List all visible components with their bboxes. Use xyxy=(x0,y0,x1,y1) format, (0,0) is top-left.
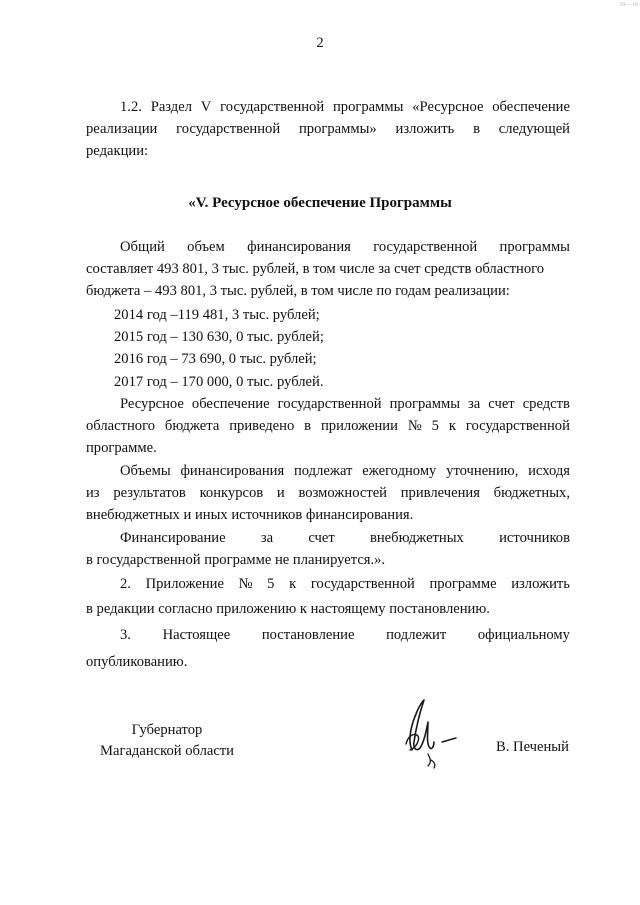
word: Объемы xyxy=(120,463,171,479)
word: Раздел xyxy=(150,99,192,115)
page-number: 2 xyxy=(316,35,324,51)
word: Общий xyxy=(120,239,165,255)
word: 3. xyxy=(120,627,131,643)
word: Ресурсное xyxy=(120,396,184,412)
word: Настоящее xyxy=(162,627,231,643)
word: областного xyxy=(86,418,155,434)
paragraph-total-funding xyxy=(86,236,570,302)
word: изложить xyxy=(395,121,455,137)
word: 1.2. xyxy=(120,99,142,115)
word: к xyxy=(289,576,297,592)
word: результатов xyxy=(113,485,186,501)
paragraph-line: в государственной программе не планируется.». xyxy=(86,552,386,568)
word: привлечения xyxy=(400,485,480,501)
word: счет xyxy=(308,530,335,546)
word: за xyxy=(260,530,274,546)
paragraph-line xyxy=(86,118,570,140)
word: государственной xyxy=(277,396,382,412)
word: финансирования xyxy=(180,463,285,479)
word: за xyxy=(468,396,481,412)
word: приложении xyxy=(320,418,398,434)
word: Приложение xyxy=(145,576,224,592)
word: из xyxy=(86,485,100,501)
word: V xyxy=(200,99,212,115)
word: следующей xyxy=(498,121,570,137)
word: внебюджетных xyxy=(369,530,464,546)
paragraph-extra-budgetary xyxy=(86,527,570,571)
paragraph-line: в редакции согласно приложению к настоящему постановлению. xyxy=(86,601,490,617)
word: программе xyxy=(429,576,497,592)
word: финансирования xyxy=(247,239,351,255)
paragraph-line xyxy=(86,482,570,504)
word: государственной xyxy=(220,99,325,115)
word: государственной xyxy=(465,418,570,434)
year-2017: 2017 год – 170 000, 0 тыс. рублей. xyxy=(114,374,324,390)
paragraph-line xyxy=(86,573,570,595)
word: государственной xyxy=(310,576,415,592)
signatory-title-line: Магаданской области xyxy=(100,743,234,759)
word: Финансирование xyxy=(120,530,226,546)
word: программы xyxy=(332,99,404,115)
word: программы xyxy=(389,396,461,412)
word: ежегодному xyxy=(362,463,437,479)
paragraph-line xyxy=(86,236,570,258)
word: реализации xyxy=(86,121,158,137)
year-2016: 2016 год – 73 690, 0 тыс. рублей; xyxy=(114,351,317,367)
word: 5 xyxy=(267,576,275,592)
section-heading: «V. Ресурсное обеспечение Программы xyxy=(188,195,452,211)
word: возможностей xyxy=(298,485,387,501)
word: конкурсов xyxy=(199,485,264,501)
year-2015: 2015 год – 130 630, 0 тыс. рублей; xyxy=(114,329,324,345)
handwritten-signature xyxy=(398,692,468,772)
paragraph-line xyxy=(86,96,570,118)
word: средств xyxy=(522,396,570,412)
word: бюджета xyxy=(164,418,220,434)
paragraph-line: внебюджетных и иных источников финансирования. xyxy=(86,507,414,523)
word: 2. xyxy=(120,576,131,592)
word: бюджетных, xyxy=(493,485,570,501)
word: объем xyxy=(187,239,225,255)
word: «Ресурсное xyxy=(412,99,484,115)
word: постановление xyxy=(261,627,355,643)
signatory-title-line: Губернатор xyxy=(131,722,203,738)
word: обеспечение xyxy=(191,396,270,412)
paragraph-volumes xyxy=(86,460,570,526)
word: подлежит xyxy=(386,627,447,643)
word: в xyxy=(473,121,480,137)
word: к xyxy=(448,418,456,434)
signatory-name: В. Печеный xyxy=(496,739,569,755)
word: 5 xyxy=(431,418,439,434)
word: изложить xyxy=(511,576,570,592)
paragraph-item-2 xyxy=(86,573,570,620)
paragraph-line: бюджета – 493 801, 3 тыс. рублей, в том числе по годам реализации: xyxy=(86,283,510,299)
paragraph-item-1-2 xyxy=(86,96,570,162)
paragraph-line xyxy=(86,415,570,437)
year-2014: 2014 год –119 481, 3 тыс. рублей; xyxy=(114,307,320,323)
paragraph-line: редакции: xyxy=(86,143,149,159)
word: источников xyxy=(499,530,570,546)
word: программы» xyxy=(298,121,377,137)
word: в xyxy=(304,418,312,434)
paragraph-line xyxy=(86,624,570,646)
word: счет xyxy=(488,396,515,412)
word: № xyxy=(407,418,422,434)
paragraph-line xyxy=(86,460,570,482)
word: и xyxy=(276,485,285,501)
word: обеспечение xyxy=(492,99,570,115)
word: программы xyxy=(499,239,570,255)
word: исходя xyxy=(528,463,570,479)
paragraph-line: программе. xyxy=(86,440,157,456)
word: официальному xyxy=(477,627,570,643)
paragraph-line: опубликованию. xyxy=(86,654,188,670)
corner-mark: m—m xyxy=(620,0,638,8)
word: уточнению, xyxy=(446,463,519,479)
word: № xyxy=(238,576,253,592)
word: государственной xyxy=(373,239,478,255)
paragraph-line xyxy=(86,527,570,549)
paragraph-item-3 xyxy=(86,624,570,673)
word: подлежат xyxy=(294,463,353,479)
word: приведено xyxy=(229,418,295,434)
paragraph-line xyxy=(86,393,570,415)
paragraph-line: составляет 493 801, 3 тыс. рублей, в том числе за счет средств областного xyxy=(86,261,545,277)
signatory-title xyxy=(82,720,252,762)
word: государственной xyxy=(176,121,281,137)
paragraph-resource xyxy=(86,393,570,459)
